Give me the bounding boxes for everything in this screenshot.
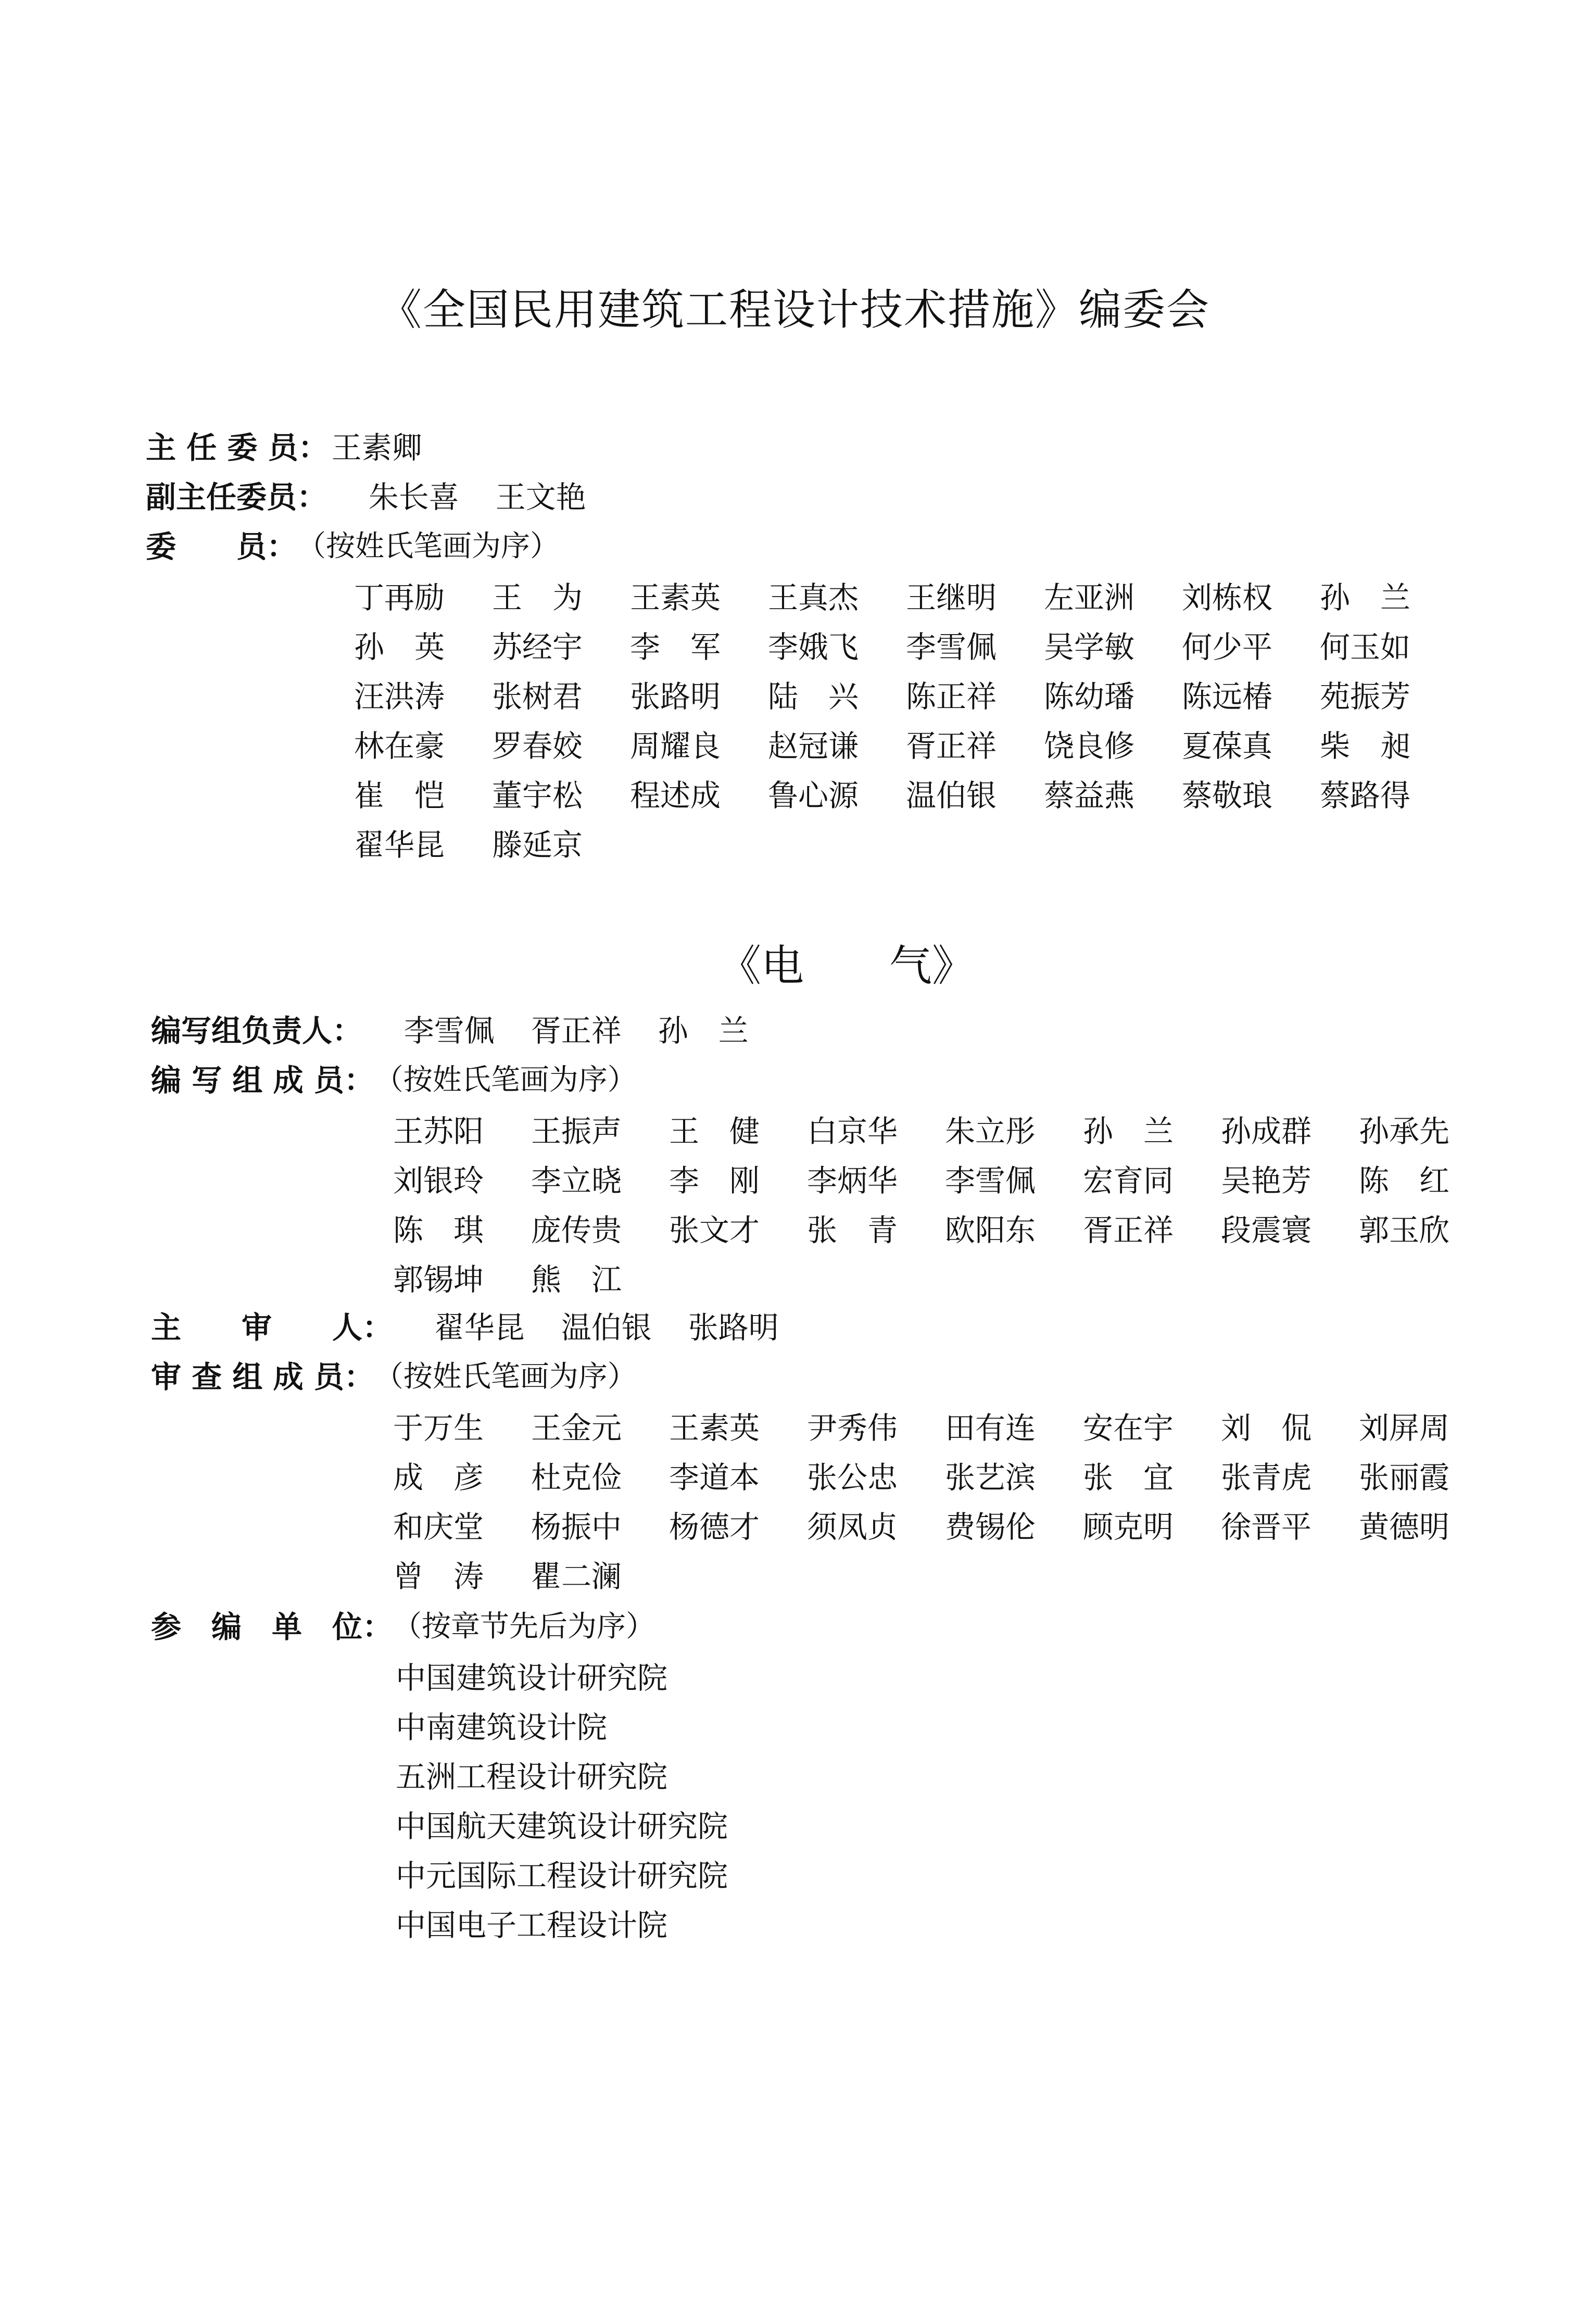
writer-name: 熊 江 [531, 1261, 622, 1297]
member-name: 李 军 [630, 629, 721, 665]
reviewer-name: 张公忠 [807, 1459, 898, 1495]
writer-name: 庞传贵 [531, 1212, 622, 1248]
writer-name: 宏育同 [1083, 1163, 1174, 1198]
reviewers-row [151, 1351, 637, 1398]
reviewer-name: 曾 涛 [393, 1558, 484, 1594]
member-name: 赵冠谦 [768, 728, 859, 764]
member-name: 罗春姣 [492, 728, 583, 764]
reviewer-name: 杨振中 [531, 1509, 622, 1545]
member-name: 陈幼璠 [1044, 678, 1135, 714]
vice-director-row [146, 471, 623, 518]
writer-name: 孙承先 [1359, 1113, 1450, 1149]
member-name: 董宇松 [492, 777, 583, 813]
member-name: 李雪佩 [906, 629, 997, 665]
members-label: 委 员： [146, 529, 297, 564]
reviewer-name: 于万生 [393, 1410, 484, 1446]
member-name: 滕延京 [492, 827, 583, 863]
reviewer-name: 王素英 [669, 1410, 760, 1446]
director-label: 主 任 委 员： [146, 430, 329, 465]
writers-row [151, 1054, 637, 1101]
member-name: 王继明 [906, 579, 997, 615]
unit-item: 中国航天建筑设计研究院 [396, 1808, 728, 1844]
writer-name: 郭玉欣 [1359, 1212, 1450, 1248]
member-name: 蔡敬琅 [1182, 777, 1273, 813]
member-name: 王真杰 [768, 579, 859, 615]
member-name: 吴学敏 [1044, 629, 1135, 665]
members-list [354, 570, 1458, 867]
writer-name: 胥正祥 [1083, 1212, 1174, 1248]
writer-name: 孙成群 [1221, 1113, 1312, 1149]
member-name: 鲁心源 [768, 777, 859, 813]
member-name: 温伯银 [906, 777, 997, 813]
member-name: 夏葆真 [1182, 728, 1273, 764]
reviewer-name: 李道本 [669, 1459, 760, 1495]
writer-name: 王 健 [669, 1113, 760, 1149]
reviewer-name: 费锡伦 [945, 1509, 1036, 1545]
reviewer-name: 黄德明 [1359, 1509, 1450, 1545]
member-name: 何少平 [1182, 629, 1273, 665]
writer-name: 李 刚 [669, 1163, 760, 1198]
writer-name: 陈 琪 [393, 1212, 484, 1248]
page-title: 《全国民用建筑工程设计技术措施》编委会 [379, 285, 1210, 335]
reviewers-list [393, 1400, 1497, 1598]
leader-name: 胥正祥 [531, 1013, 622, 1049]
writer-name: 段震寰 [1221, 1212, 1312, 1248]
writer-name: 李炳华 [807, 1163, 898, 1198]
reviewer-name: 张艺滨 [945, 1459, 1036, 1495]
member-name: 张树君 [492, 678, 583, 714]
member-name: 王 为 [492, 579, 583, 615]
vice-director-label: 副主任委员： [146, 479, 327, 515]
member-name: 周耀良 [630, 728, 721, 764]
member-name: 胥正祥 [906, 728, 997, 764]
reviewer-name: 张 宜 [1083, 1459, 1174, 1495]
writer-name: 欧阳东 [945, 1212, 1036, 1248]
writer-name: 白京华 [807, 1113, 898, 1149]
reviewer-name: 张青虎 [1221, 1459, 1312, 1495]
unit-item: 中南建筑设计院 [396, 1709, 608, 1745]
vice-director-name: 王文艳 [495, 479, 586, 515]
writers-note: （按姓氏笔画为序） [374, 1063, 637, 1097]
reviewer-name: 成 彦 [393, 1459, 484, 1495]
reviewer-name: 刘屏周 [1359, 1410, 1450, 1446]
leaders-label: 编写组负责人： [151, 1013, 363, 1049]
vice-director-name: 朱长喜 [368, 479, 459, 515]
member-name: 孙 兰 [1320, 579, 1411, 615]
reviewer-name: 杜克俭 [531, 1459, 622, 1495]
reviewer-name: 田有连 [945, 1410, 1036, 1446]
unit-item: 五洲工程设计研究院 [396, 1759, 668, 1795]
reviewer-name: 王金元 [531, 1410, 622, 1446]
member-name: 汪洪涛 [354, 678, 445, 714]
member-name: 陆 兴 [768, 678, 859, 714]
writer-name: 张 青 [807, 1212, 898, 1248]
writer-name: 张文才 [669, 1212, 760, 1248]
member-name: 陈正祥 [906, 678, 997, 714]
leaders-row [151, 1005, 785, 1052]
member-name: 王素英 [630, 579, 721, 615]
writer-name: 李立晓 [531, 1163, 622, 1198]
units-label: 参 编 单 位： [151, 1609, 393, 1645]
member-name: 崔 恺 [354, 777, 445, 813]
member-name: 程述成 [630, 777, 721, 813]
writer-name: 吴艳芳 [1221, 1163, 1312, 1198]
member-name: 左亚洲 [1044, 579, 1135, 615]
units-list [396, 1650, 728, 1947]
member-name: 李娥飞 [768, 629, 859, 665]
member-name: 柴 昶 [1320, 728, 1411, 764]
chief-reviewer-name: 张路明 [688, 1310, 779, 1345]
reviewer-name: 须凤贞 [807, 1509, 898, 1545]
member-name: 苑振芳 [1320, 678, 1411, 714]
leader-name: 李雪佩 [403, 1013, 495, 1049]
writer-name: 孙 兰 [1083, 1113, 1174, 1149]
writer-name: 刘银玲 [393, 1163, 484, 1198]
member-name: 丁再励 [354, 579, 445, 615]
reviewers-note: （按姓氏笔画为序） [374, 1360, 637, 1394]
member-name: 刘栋权 [1182, 579, 1273, 615]
leader-name: 孙 兰 [658, 1013, 749, 1049]
writer-name: 李雪佩 [945, 1163, 1036, 1198]
unit-item: 中国电子工程设计院 [396, 1907, 668, 1943]
reviewer-name: 尹秀伟 [807, 1410, 898, 1446]
member-name: 林在豪 [354, 728, 445, 764]
members-row [146, 521, 559, 567]
writer-name: 王振声 [531, 1113, 622, 1149]
chief-reviewer-name: 翟华昆 [434, 1310, 525, 1345]
writer-name: 陈 红 [1359, 1163, 1450, 1198]
writer-name: 王苏阳 [393, 1113, 484, 1149]
reviewer-name: 安在宇 [1083, 1410, 1174, 1446]
member-name: 张路明 [630, 678, 721, 714]
member-name: 孙 英 [354, 629, 445, 665]
member-name: 蔡路得 [1320, 777, 1411, 813]
units-note: （按章节先后为序） [393, 1610, 655, 1644]
member-name: 陈远椿 [1182, 678, 1273, 714]
unit-item: 中国建筑设计研究院 [396, 1660, 668, 1696]
reviewer-name: 张丽霞 [1359, 1459, 1450, 1495]
writer-name: 郭锡坤 [393, 1261, 484, 1297]
member-name: 蔡益燕 [1044, 777, 1135, 813]
section-title: 《电 气》 [718, 941, 975, 991]
writer-name: 朱立彤 [945, 1113, 1036, 1149]
chief-reviewer-row [151, 1302, 815, 1348]
chief-reviewer-name: 温伯银 [561, 1310, 652, 1345]
member-name: 何玉如 [1320, 629, 1411, 665]
chief-reviewer-label: 主 审 人： [151, 1310, 393, 1345]
reviewers-label: 审 查 组 成 员： [151, 1359, 374, 1395]
member-name: 苏经宇 [492, 629, 583, 665]
reviewer-name: 杨德才 [669, 1509, 760, 1545]
reviewer-name: 瞿二澜 [531, 1558, 622, 1594]
reviewer-name: 和庆堂 [393, 1509, 484, 1545]
writers-label: 编 写 组 成 员： [151, 1063, 374, 1098]
reviewer-name: 刘 侃 [1221, 1410, 1312, 1446]
director-name: 王素卿 [331, 430, 422, 465]
member-name: 饶良修 [1044, 728, 1135, 764]
units-row [151, 1601, 655, 1648]
members-note: （按姓氏笔画为序） [297, 529, 560, 563]
reviewer-name: 顾克明 [1083, 1509, 1174, 1545]
reviewer-name: 徐晋平 [1221, 1509, 1312, 1545]
unit-item: 中元国际工程设计研究院 [396, 1858, 728, 1893]
member-name: 翟华昆 [354, 827, 445, 863]
